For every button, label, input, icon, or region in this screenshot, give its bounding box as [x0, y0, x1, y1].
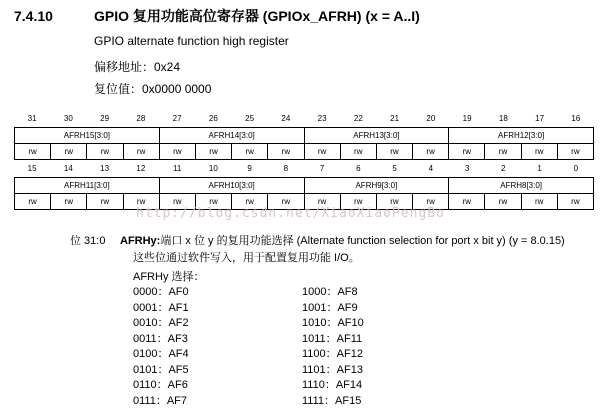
bit-numbers-low	[14, 162, 594, 176]
access-cell: rw	[521, 194, 557, 210]
access-cell: rw	[413, 144, 449, 160]
bit-number: 26	[208, 114, 218, 123]
af-selection-left	[133, 285, 189, 409]
bit-number: 18	[498, 114, 508, 123]
register-field: AFRH13[3:0]	[304, 128, 449, 144]
register-field: AFRH14[3:0]	[159, 128, 304, 144]
access-cell: rw	[413, 194, 449, 210]
bit-number: 4	[428, 164, 434, 173]
section-number: 7.4.10	[14, 8, 53, 24]
bit-number: 29	[100, 114, 110, 123]
access-cell: rw	[485, 194, 521, 210]
access-cell: rw	[15, 194, 51, 210]
bit-numbers-high	[14, 112, 594, 126]
bit-number: 21	[390, 114, 400, 123]
bit-number: 13	[100, 164, 110, 173]
field-description-text: 端口 x 位 y 的复用功能选择 (Alternate function selection for port x bit y) (y = 8.0.15)	[160, 235, 565, 247]
access-cell: rw	[557, 194, 593, 210]
register-field: AFRH8[3:0]	[449, 178, 594, 194]
register-field: AFRH9[3:0]	[304, 178, 449, 194]
af-option: 0010：AF2	[133, 317, 189, 329]
access-cell: rw	[51, 144, 87, 160]
access-cell: rw	[340, 194, 376, 210]
bit-number: 5	[392, 164, 397, 173]
register-subtitle: GPIO alternate function high register	[94, 34, 289, 48]
bit-number: 11	[172, 164, 182, 173]
register-table-high	[14, 127, 594, 160]
register-title: GPIO 复用功能高位寄存器 (GPIOx_AFRH) (x = A..I)	[94, 8, 420, 24]
access-cell: rw	[449, 194, 485, 210]
access-cell: rw	[376, 194, 412, 210]
bit-number: 8	[283, 164, 289, 173]
af-option: 1001：AF9	[302, 301, 358, 314]
bit-number: 10	[208, 164, 218, 173]
access-cell: rw	[159, 194, 195, 210]
af-option: 1111：AF15	[302, 394, 362, 407]
bit-number: 0	[573, 164, 579, 173]
bit-number: 6	[356, 164, 361, 173]
bit-number: 22	[353, 114, 363, 123]
access-cell: rw	[15, 144, 51, 160]
af-option: 0011：AF3	[133, 332, 188, 345]
af-option: 1101：AF13	[302, 363, 363, 376]
bit-number: 2	[501, 164, 506, 173]
bit-number: 12	[136, 164, 146, 173]
access-cell: rw	[268, 144, 304, 160]
offset-address: 偏移地址：0x24	[94, 60, 181, 74]
af-option: 1011：AF11	[302, 332, 363, 345]
bit-number: 20	[426, 114, 436, 123]
af-option: 1110：AF14	[302, 379, 363, 391]
access-cell: rw	[195, 144, 231, 160]
bit-number: 7	[319, 164, 325, 173]
bit-number: 25	[245, 114, 255, 123]
af-option: 0110：AF6	[133, 379, 188, 391]
bit-number: 14	[63, 164, 73, 173]
register-field: AFRH10[3:0]	[159, 178, 304, 194]
access-cell: rw	[51, 194, 87, 210]
section-title	[14, 6, 420, 26]
access-cell: rw	[485, 144, 521, 160]
register-field: AFRH15[3:0]	[15, 128, 160, 144]
access-cell: rw	[87, 144, 123, 160]
bit-number: 30	[63, 114, 73, 123]
access-cell: rw	[159, 144, 195, 160]
af-option: 1000：AF8	[302, 286, 358, 298]
watermark: http://blog.csdn.net/XiaoXiaoPengBo	[136, 206, 445, 221]
access-cell: rw	[195, 194, 231, 210]
access-row	[15, 144, 594, 160]
access-cell: rw	[232, 194, 268, 210]
af-option: 0001：AF1	[133, 301, 189, 314]
reset-value: 复位值：0x0000 0000	[94, 82, 212, 96]
bit-number: 23	[317, 114, 327, 123]
af-selection-right	[302, 285, 364, 409]
field-description	[70, 232, 565, 248]
bit-range: 位 31:0	[70, 235, 106, 247]
bit-number: 24	[281, 114, 291, 123]
af-option: 0000：AF0	[133, 286, 189, 298]
af-option: 1010：AF10	[302, 317, 364, 329]
selection-title: AFRHy 选择：	[133, 271, 205, 283]
register-field: AFRH11[3:0]	[15, 178, 160, 194]
af-option: 0100：AF4	[133, 348, 189, 360]
bit-number: 9	[247, 164, 252, 173]
bit-number: 19	[462, 114, 472, 123]
access-cell: rw	[304, 194, 340, 210]
access-cell: rw	[304, 144, 340, 160]
access-cell: rw	[449, 144, 485, 160]
register-field: AFRH12[3:0]	[449, 128, 594, 144]
bit-number: 3	[464, 164, 470, 173]
bit-number: 27	[172, 114, 182, 123]
bit-number: 31	[27, 114, 37, 123]
field-row	[15, 128, 594, 144]
access-cell: rw	[268, 194, 304, 210]
field-row	[15, 178, 594, 194]
access-cell: rw	[521, 144, 557, 160]
bit-number: 17	[535, 114, 545, 123]
af-option: 1100：AF12	[302, 348, 363, 360]
access-cell: rw	[123, 194, 159, 210]
af-option: 0101：AF5	[133, 363, 189, 376]
access-cell: rw	[123, 144, 159, 160]
field-name: AFRHy:	[120, 235, 161, 247]
access-cell: rw	[376, 144, 412, 160]
bit-number: 15	[27, 164, 37, 173]
bit-number: 1	[537, 164, 542, 173]
access-cell: rw	[87, 194, 123, 210]
access-cell: rw	[232, 144, 268, 160]
access-cell: rw	[557, 144, 593, 160]
access-cell: rw	[340, 144, 376, 160]
af-option: 0111：AF7	[133, 394, 188, 407]
bit-number: 16	[571, 114, 581, 123]
bit-number: 28	[136, 114, 146, 123]
field-note: 这些位通过软件写入，用于配置复用功能 I/O。	[133, 252, 360, 264]
